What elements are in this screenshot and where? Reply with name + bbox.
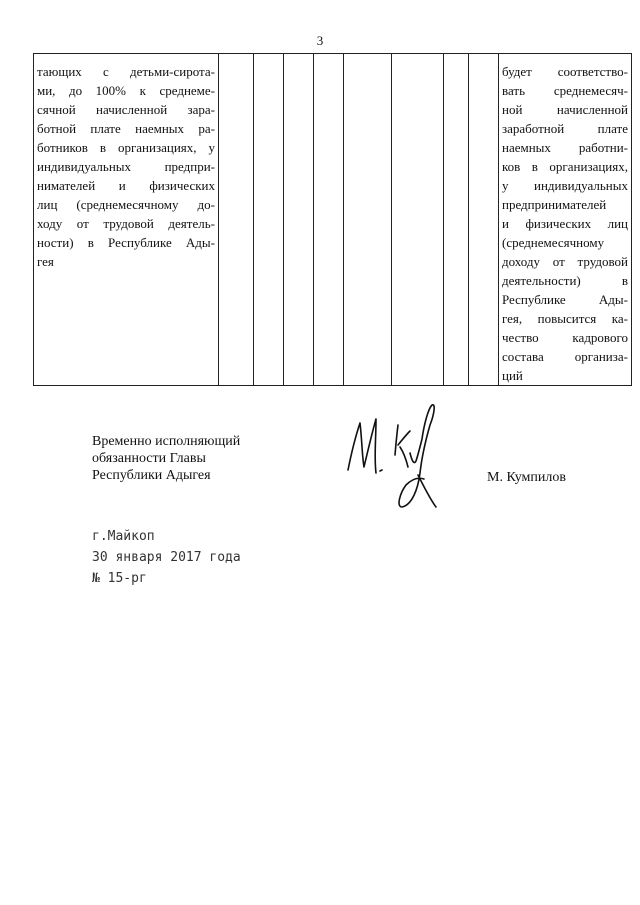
signatory-title-line: Временно исполняющий xyxy=(92,434,241,449)
text-line: (среднемесячному xyxy=(502,235,605,250)
text-line: гея, повысится ка- xyxy=(502,311,628,326)
result-cell xyxy=(499,54,632,386)
issue-date: 30 января 2017 года xyxy=(92,550,241,565)
signatory-name: М. Кумпилов xyxy=(487,470,566,485)
text-line: индивидуальных предпри- xyxy=(37,159,215,174)
indicator-text xyxy=(34,54,218,271)
text-line: ности) в Республике Ады- xyxy=(37,235,215,250)
text-line: ходу от трудовой деятель- xyxy=(37,216,215,231)
empty-cell xyxy=(219,54,254,386)
text-line: наемных работни- xyxy=(502,140,628,155)
empty-cell xyxy=(469,54,499,386)
text-line: Республике Ады- xyxy=(502,292,628,307)
signatory-title xyxy=(92,433,240,484)
text-line: лиц (среднемесячному до- xyxy=(37,197,215,212)
empty-cell xyxy=(392,54,444,386)
table-row xyxy=(34,54,632,386)
text-line: у индивидуальных xyxy=(502,178,628,193)
text-line: деятельности) в xyxy=(502,273,628,288)
text-line: нимателей и физических xyxy=(37,178,215,193)
text-line: вать среднемесяч- xyxy=(502,83,628,98)
indicator-cell xyxy=(34,54,219,386)
handwritten-signature xyxy=(340,395,450,515)
text-line: и физических лиц xyxy=(502,216,628,231)
signatory-title-line: обязанности Главы xyxy=(92,451,206,466)
text-line: ботников в организациях, у xyxy=(37,140,215,155)
text-line: ций xyxy=(502,368,523,383)
text-line: ной начисленной xyxy=(502,102,628,117)
empty-cell xyxy=(444,54,469,386)
page-number: 3 xyxy=(316,33,324,48)
text-line: будет соответство- xyxy=(502,64,628,79)
empty-cell xyxy=(284,54,314,386)
empty-cell xyxy=(254,54,284,386)
text-line: тающих с детьми-сирота- xyxy=(37,64,215,79)
text-line: чество кадрового xyxy=(502,330,628,345)
text-line: состава организа- xyxy=(502,349,628,364)
text-line: ботной плате наемных ра- xyxy=(37,121,215,136)
text-line: предпринимателей xyxy=(502,197,607,212)
text-line: доходу от трудовой xyxy=(502,254,628,269)
text-line: ми, до 100% к среднеме- xyxy=(37,83,215,98)
empty-cell xyxy=(344,54,392,386)
issue-details xyxy=(92,526,241,589)
signatory-title-line: Республики Адыгея xyxy=(92,468,211,483)
text-line: ков в организациях, xyxy=(502,159,628,174)
issue-city: г.Майкоп xyxy=(92,529,155,544)
text-line: сячной начисленной зара- xyxy=(37,102,215,117)
empty-cell xyxy=(314,54,344,386)
text-line: гея xyxy=(37,254,54,269)
issue-number: № 15-рг xyxy=(92,571,147,586)
result-text xyxy=(499,54,631,385)
text-line: заработной плате xyxy=(502,121,628,136)
document-table xyxy=(33,53,632,386)
